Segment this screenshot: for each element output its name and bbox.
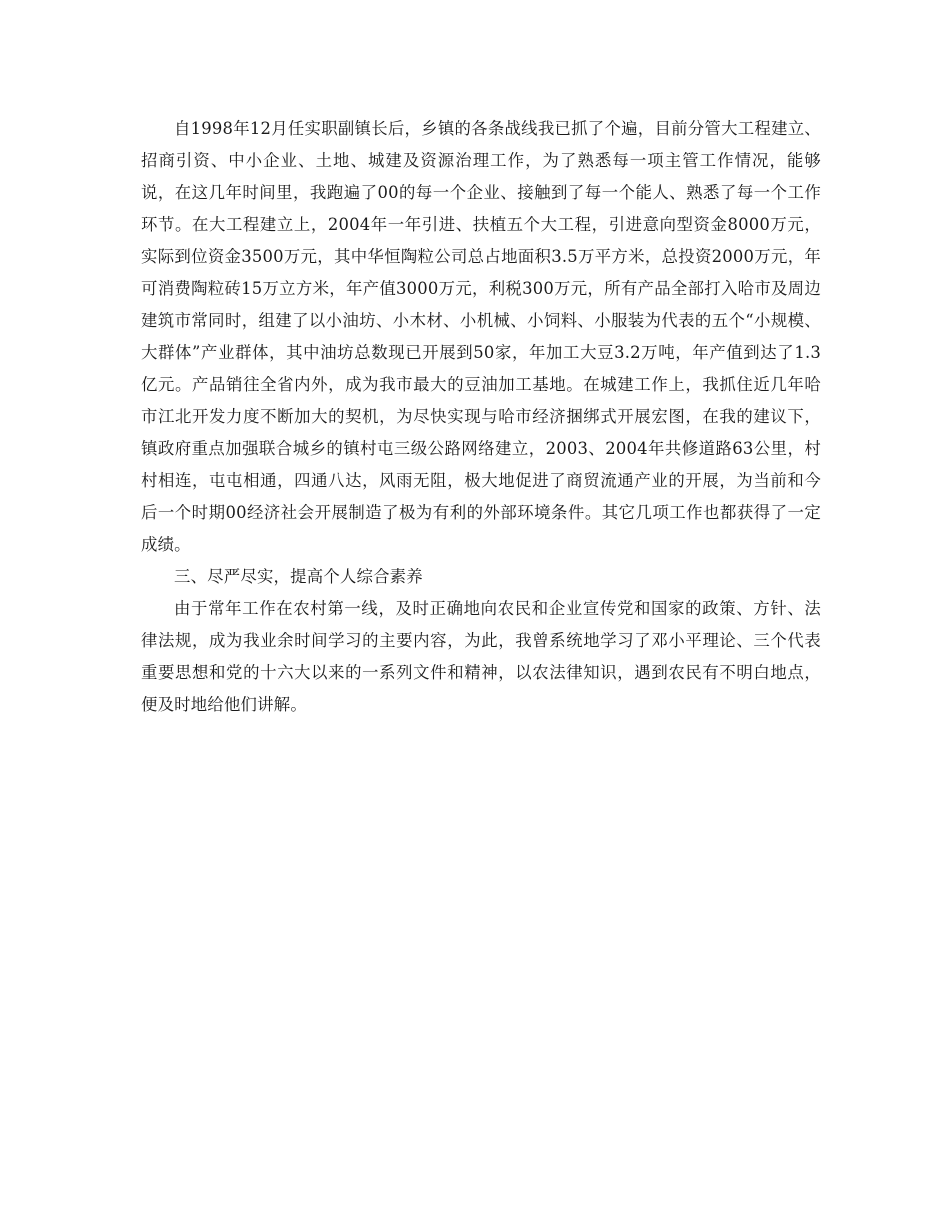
paragraph-work-achievements: 自1998年12月任实职副镇长后，乡镇的各条战线我已抓了个遍，目前分管大工程建立、招商引资、中小企业、土地、城建及资源治理工作，为了熟悉每一项主管工作情况，能够说，在这几年时间里，我跑遍了00的每一个企业、接触到了每一个能人、熟悉了每一个工作环节。在大工程建立上，2004年一年引进、扶植五个大工程，引进意向型资金8000万元，实际到位资金3500万元，其中华恒陶粒公司总占地面积3.5万平方米，总投资2000万元，年可消费陶粒砖15万立方米，年产值3000万元，利税300万元，所有产品全部打入哈市及周边建筑市常同时，组建了以小油坊、小木材、小机械、小饲料、小服装为代表的五个“小规模、大群体”产业群体，其中油坊总数现已开展到50家，年加工大豆3.2万吨，年产值到达了1.3亿元。产品销往全省内外，成为我市最大的豆油加工基地。在城建工作上，我抓住近几年哈市江北开发力度不断加大的契机，为尽快实现与哈市经济捆绑式开展宏图，在我的建议下，镇政府重点加强联合城乡的镇村屯三级公路网络建立，2003、2004年共修道路63公里，村村相连，屯屯相通，四通八达，风雨无阻，极大地促进了商贸流通产业的开展，为当前和今后一个时期00经济社会开展制造了极为有利的外部环境条件。其它几项工作也都获得了一定成绩。 bbox=[141, 119, 821, 554]
paragraph-study: 由于常年工作在农村第一线，及时正确地向农民和企业宣传党和国家的政策、方针、法律法规，成为我业余时间学习的主要内容，为此，我曾系统地学习了邓小平理论、三个代表重要思想和党的十六大以来的一系列文件和精神，以农法律知识，遇到农民有不明白地点，便及时地给他们讲解。 bbox=[141, 599, 821, 714]
document-page bbox=[141, 113, 821, 721]
section-heading-3: 三、尽严尽实，提高个人综合素养 bbox=[174, 567, 423, 586]
